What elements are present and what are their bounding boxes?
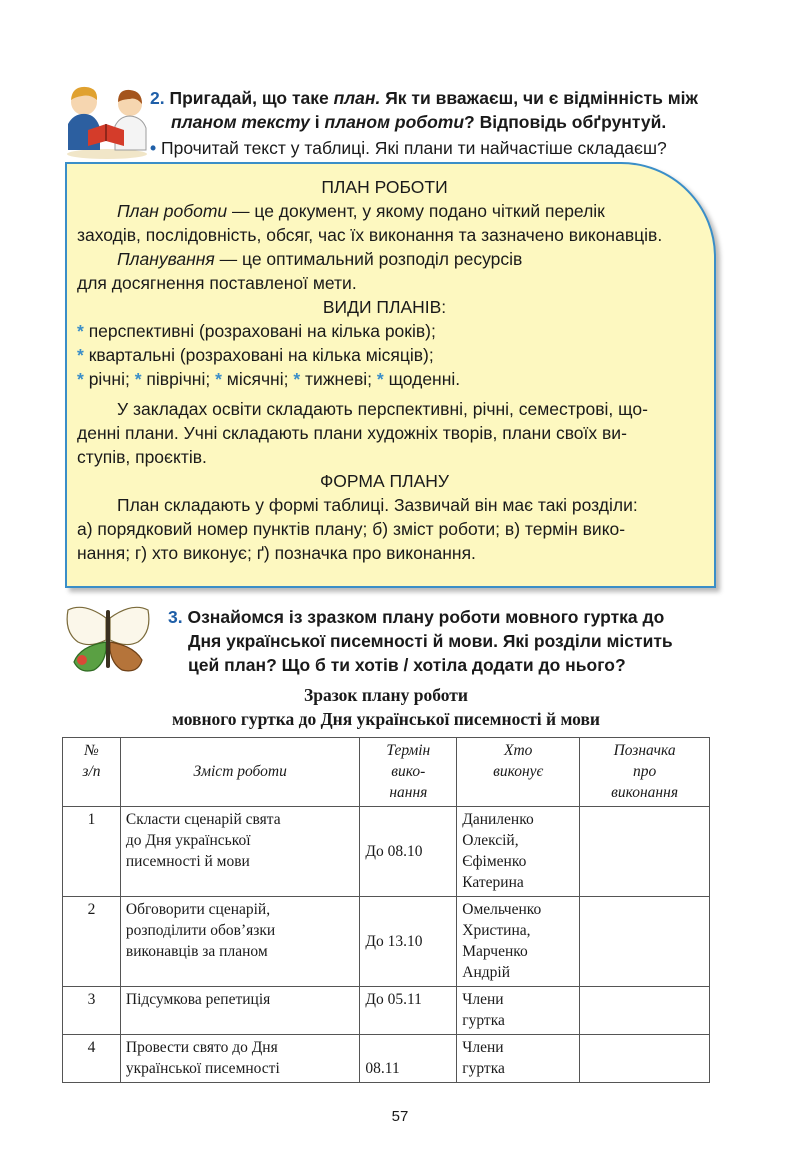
task-number: 3.	[168, 607, 183, 627]
task-number: 2.	[150, 88, 165, 108]
plan-table	[62, 737, 710, 1083]
asterisk-icon: *	[215, 369, 222, 389]
header-number: № з/п	[63, 738, 121, 807]
asterisk-icon: *	[376, 369, 384, 389]
bullet-icon: •	[150, 138, 157, 158]
task-3-line-1: 3. Ознайомся із зразком плану роботи мовного гуртка до	[168, 607, 665, 627]
section-title-form: ФОРМА ПЛАНУ	[320, 471, 449, 491]
paragraph-line: денні плани. Учні складають плани художніх творів, плани своїх ви-	[77, 423, 627, 443]
paragraph-line: У закладах освіти складають перспективні, річні, семестрові, що-	[117, 399, 648, 419]
table-header-row	[63, 738, 710, 807]
asterisk-icon: *	[77, 321, 84, 341]
task-3-line-2: Дня української писемності й мови. Які розділи містить	[188, 631, 673, 651]
plan-type-item: * квартальні (розраховані на кілька місяців);	[77, 345, 434, 365]
section-title-types: ВИДИ ПЛАНІВ:	[322, 297, 447, 317]
plan-type-item: * річні; * піврічні; * місячні; * тижневі; * щоденні.	[77, 369, 461, 389]
table-row: 2 Обговорити сценарій, розподілити обов’язки виконавців за планом До 13.10 Омельченко Христина, Марченко Андрій	[63, 897, 710, 987]
page-number: 57	[391, 1108, 409, 1125]
paragraph-line: ступів, проєктів.	[77, 447, 207, 467]
definition-plan: План роботи — це документ, у якому подано чіткий перелік	[117, 201, 605, 221]
table-row: 1 Скласти сценарій свята до Дня української писемності й мови До 08.10 Даниленко Олексій, Єфіменко Катерина	[63, 807, 710, 897]
table-row: 3 Підсумкова репетиція До 05.11 Члени гуртка	[63, 987, 710, 1035]
info-box-content: ПЛАН РОБОТИ План роботи — це документ, у якому подано чіткий перелік заходів, послідовність, обсяг, час їх виконання та зазначено виконавців. Планування — це оптимальний розподіл ресурсів для досягнення поставленої мети. ВИДИ ПЛАНІВ: * перспективні (розраховані на кілька років); * квартальні (розраховані на кілька місяців); * річні; * піврічні; * місячні; * тижневі; * щоденні. У закладах освіти складають перспективні, річні, семестрові, що- денні плани. Учні складають плани художніх творів, плани своїх ви- ступів, проєктів. ФОРМА ПЛАНУ План складають у формі таблиці. Зазвичай він має такі розділи: а) порядковий номер пунктів плану; б) зміст роботи; в) термін вико- нання; г) хто виконує; ґ) позначка про виконання.	[77, 175, 692, 565]
header-mark: Позначка про виконання	[580, 738, 710, 807]
asterisk-icon: *	[77, 369, 84, 389]
header-term: Термін вико- нання	[360, 738, 457, 807]
header-who: Хто виконує	[457, 738, 580, 807]
header-content: Зміст роботи	[120, 738, 360, 807]
plan-type-item: * перспективні (розраховані на кілька років);	[77, 321, 436, 341]
task-3-line-3: цей план? Що б ти хотів / хотіла додати до нього?	[188, 655, 626, 675]
butterfly-illustration	[62, 602, 154, 676]
table-heading: Зразок плану роботи мовного гуртка до Дня української писемності й мови	[172, 685, 600, 729]
paragraph-line: а) порядковий номер пунктів плану; б) зміст роботи; в) термін вико-	[77, 519, 626, 539]
children-reading-illustration	[60, 80, 155, 160]
task-2-subtask: • Прочитай текст у таблиці. Які плани ти найчастіше складаєш?	[150, 138, 667, 158]
task-2-line-1: 2. Пригадай, що таке план. Як ти вважаєш, чи є відмінність між	[150, 88, 698, 108]
definition-planning: Планування — це оптимальний розподіл ресурсів	[117, 249, 523, 269]
asterisk-icon: *	[134, 369, 142, 389]
paragraph-line: нання; г) хто виконує; ґ) позначка про виконання.	[77, 543, 476, 563]
asterisk-icon: *	[293, 369, 301, 389]
table-row: 4 Провести свято до Дня української писемності 08.11 Члени гуртка	[63, 1035, 710, 1083]
task-2-line-2: планом тексту і планом роботи? Відповідь обґрунтуй.	[171, 112, 667, 132]
task-2	[150, 86, 750, 134]
task-3	[168, 605, 728, 677]
section-title-plan: ПЛАН РОБОТИ	[321, 177, 448, 197]
asterisk-icon: *	[77, 345, 84, 365]
paragraph-line: План складають у формі таблиці. Зазвичай він має такі розділи:	[117, 495, 638, 515]
